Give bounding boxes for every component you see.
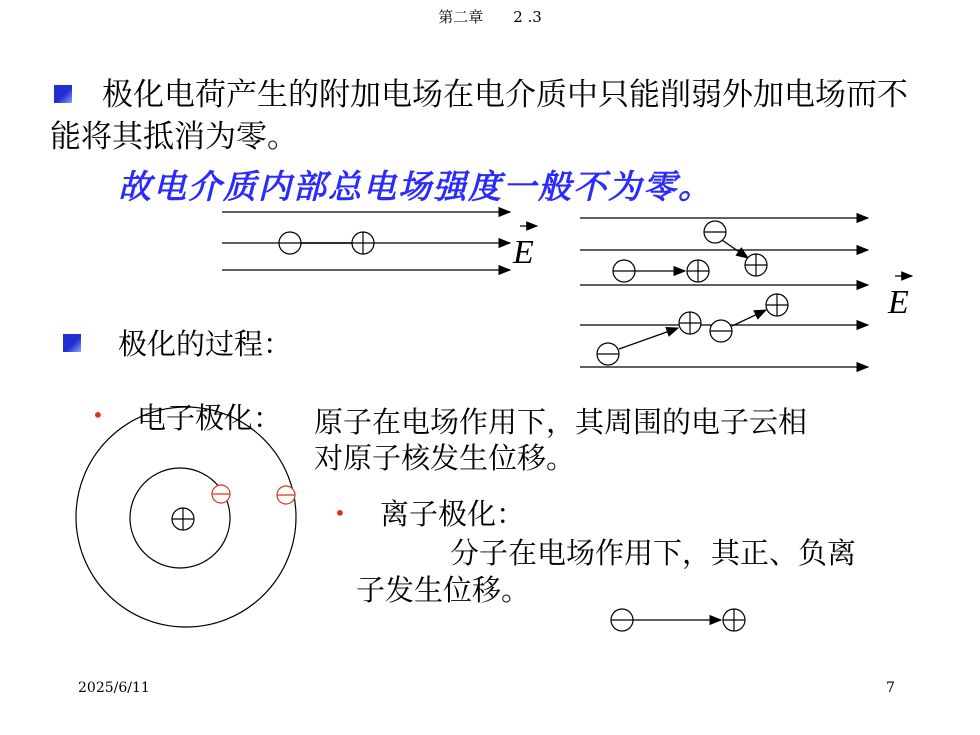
red-bullet-icon: • — [334, 501, 346, 525]
dielectric-field-diagram — [580, 218, 868, 367]
section-label: 极化的过程： — [118, 327, 293, 361]
dipole — [279, 232, 374, 254]
field-label-left — [512, 226, 537, 271]
blue-note: 故电介质内部总电场强度一般不为零。 — [118, 167, 713, 206]
electronic-desc-line1: 原子在电场作用下，其周围的电子云相 — [314, 405, 808, 439]
electronic-desc-line2: 对原子核发生位移。 — [314, 441, 576, 475]
slide-header: 第二章 2 .3 — [438, 8, 542, 26]
square-bullet-icon — [63, 334, 81, 352]
ionic-desc-line2: 子发生位移。 — [356, 573, 531, 607]
footer-page-number: 7 — [886, 680, 895, 696]
ionic-title: 离子极化： — [380, 497, 526, 531]
paragraph-text: 极化电荷产生的附加电场在电介质中只能削弱外加电场而不能将其抵消为零。 — [50, 77, 908, 155]
field-label-text: E — [888, 284, 909, 321]
field-label-text: E — [513, 234, 534, 271]
atom-electron-polarization-diagram — [76, 407, 296, 627]
red-bullet-icon: • — [92, 403, 104, 427]
uniform-field-dipole-diagram — [222, 212, 510, 270]
electronic-title: 电子极化： — [137, 401, 283, 435]
field-label-right — [887, 276, 912, 321]
ionic-desc-line1: 分子在电场作用下，其正、负离 — [450, 536, 857, 570]
ionic-dipole-diagram — [611, 609, 745, 631]
footer-date: 2025/6/11 — [78, 680, 150, 696]
